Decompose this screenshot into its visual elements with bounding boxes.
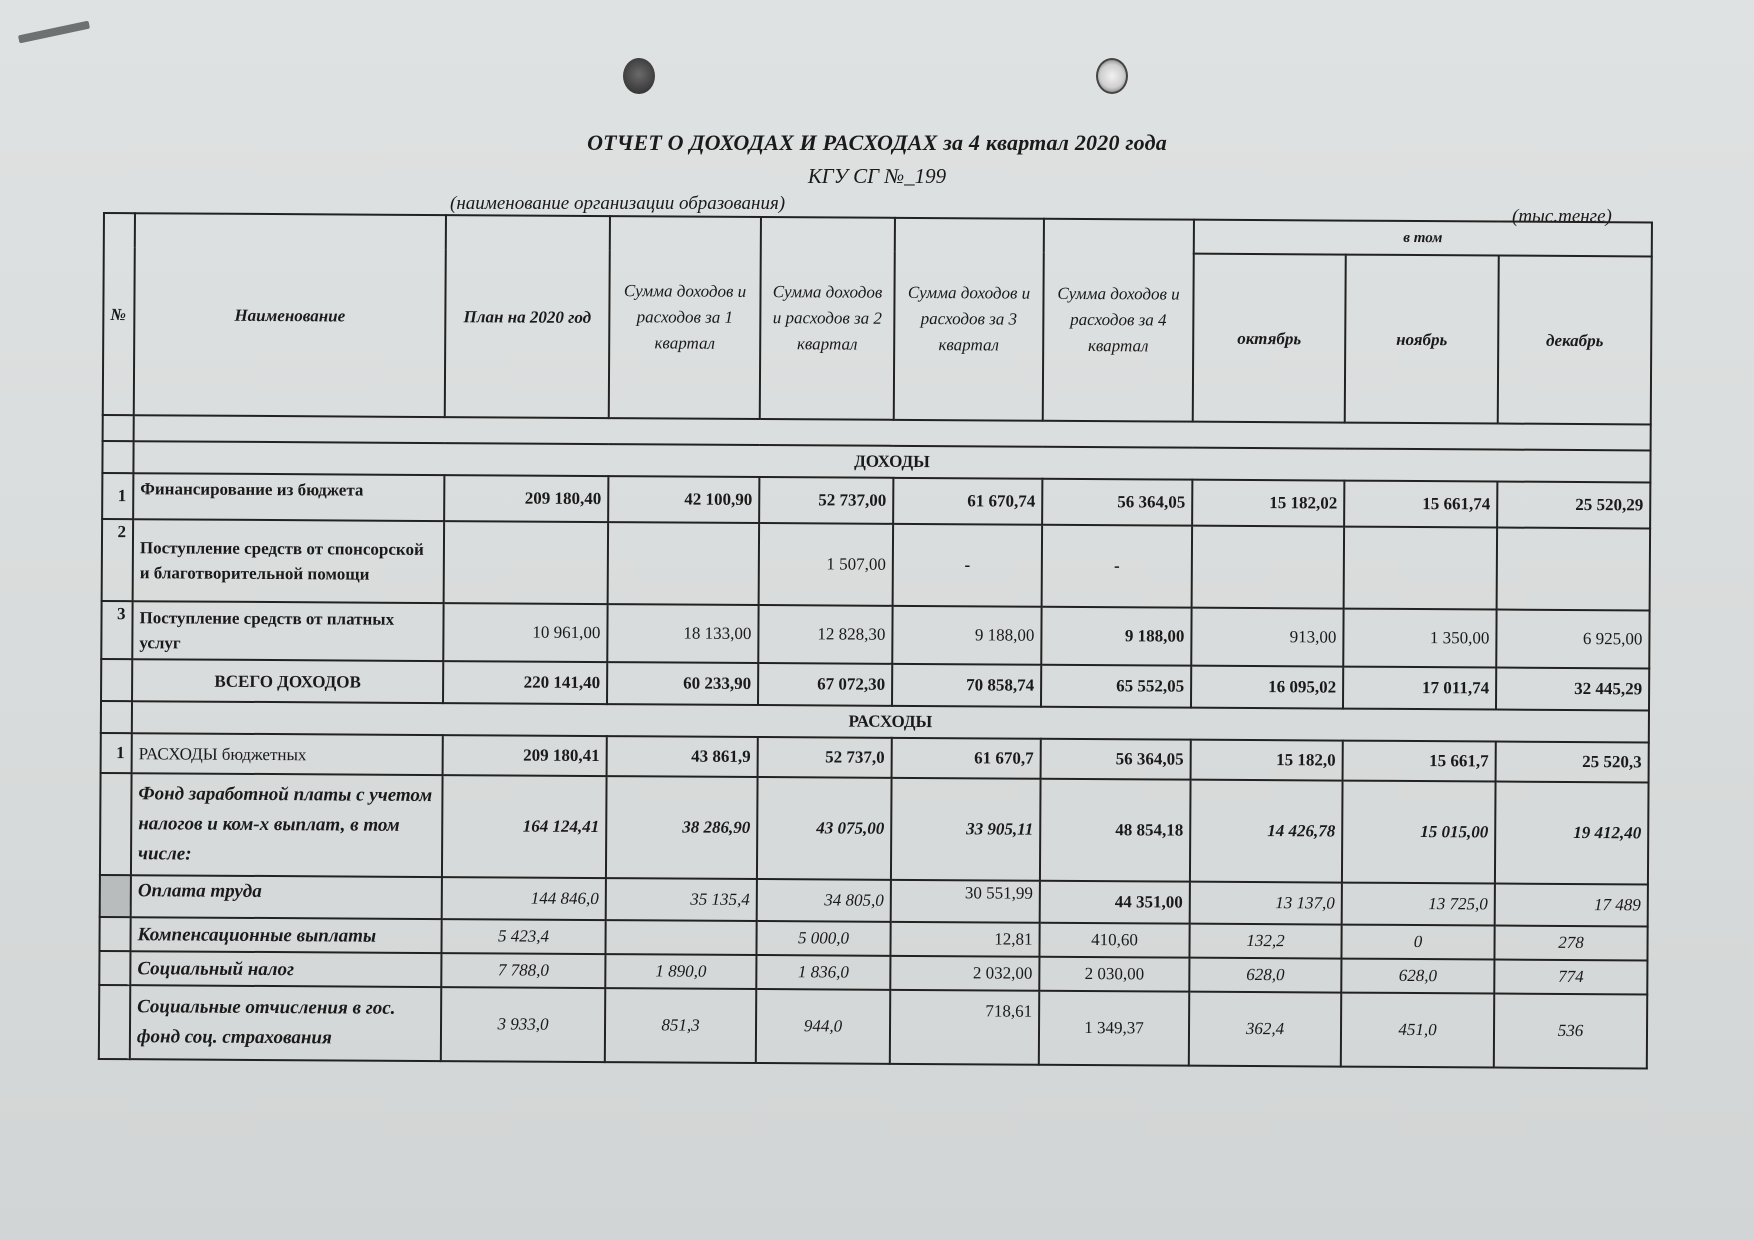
cell-december: 17 489 xyxy=(1495,884,1648,927)
cell-plan: 5 423,4 xyxy=(441,919,605,954)
cell-november xyxy=(1344,527,1497,610)
cell-december xyxy=(1497,528,1651,611)
section-expense-label: РАСХОДЫ xyxy=(132,701,1649,742)
cell-q4: 44 351,00 xyxy=(1040,881,1190,924)
cell-october: 628,0 xyxy=(1189,958,1341,993)
col-header-october: октябрь xyxy=(1193,254,1346,423)
cell-plan xyxy=(444,521,608,604)
cell-october: 14 426,78 xyxy=(1190,780,1343,883)
cell-november: 451,0 xyxy=(1341,993,1494,1068)
row-name: Оплата труда xyxy=(131,875,442,919)
cell-plan: 10 961,00 xyxy=(443,603,607,662)
cell-november: 628,0 xyxy=(1341,959,1494,994)
row-name: ВСЕГО ДОХОДОВ xyxy=(132,659,443,703)
cell-q1: 42 100,90 xyxy=(608,476,759,523)
cell-december: 6 925,00 xyxy=(1496,610,1649,669)
cell-november: 13 725,0 xyxy=(1342,883,1495,926)
cell-q4: 2 030,00 xyxy=(1039,957,1189,992)
col-header-group: в том xyxy=(1194,220,1652,257)
table-row xyxy=(102,519,1651,610)
cell-december: 536 xyxy=(1494,994,1647,1069)
cell-q4: 48 854,18 xyxy=(1040,779,1191,882)
cell-plan: 220 141,40 xyxy=(443,661,607,704)
row-name: Социальные отчисления в гос. фонд соц. страхования xyxy=(130,985,441,1061)
cell-november: 1 350,00 xyxy=(1343,609,1496,668)
col-header-q4: Сумма доходов и расходов за 4 квартал xyxy=(1043,219,1194,422)
cell-plan: 144 846,0 xyxy=(442,877,606,920)
cell-q3: 70 858,74 xyxy=(892,664,1041,707)
cell-december: 25 520,29 xyxy=(1497,482,1650,529)
cell-q4: 56 364,05 xyxy=(1042,479,1192,526)
cell-november: 15 015,00 xyxy=(1342,781,1496,884)
cell-november: 15 661,7 xyxy=(1343,741,1496,782)
cell-december: 19 412,40 xyxy=(1495,782,1649,885)
cell-q2: 944,0 xyxy=(756,989,890,1064)
cell-q4: 65 552,05 xyxy=(1041,665,1191,708)
cell-q3: 2 032,00 xyxy=(890,956,1039,991)
cell-q2: 5 000,0 xyxy=(756,921,890,956)
row-name: Поступление средств от платных услуг xyxy=(132,601,443,661)
cell-november: 15 661,74 xyxy=(1344,481,1497,528)
cell-q1: 43 861,9 xyxy=(607,736,758,777)
organization-name: КГУ СГ №_199 xyxy=(807,164,947,188)
cell-plan: 164 124,41 xyxy=(442,775,607,878)
row-num: 3 xyxy=(101,601,132,659)
cell-october: 16 095,02 xyxy=(1191,666,1343,709)
unit-label: (тыс.тенге) xyxy=(1512,206,1612,227)
cell-october: 132,2 xyxy=(1189,924,1341,959)
cell-plan: 209 180,40 xyxy=(444,475,608,522)
cell-q3: 718,61 xyxy=(890,990,1039,1065)
cell-q4: - xyxy=(1042,525,1192,608)
cell-q4: 410,60 xyxy=(1039,923,1189,958)
cell-q1 xyxy=(608,522,759,605)
report-title: ОТЧЕТ О ДОХОДАХ И РАСХОДАХ за 4 квартал 2020 года xyxy=(587,130,1167,155)
cell-q3: - xyxy=(893,524,1042,607)
punch-hole-left xyxy=(623,58,655,94)
row-name: Поступление средств от спонсорской и благотворительной помощи xyxy=(133,519,444,603)
col-header-q2: Сумма доходов и расходов за 2 квартал xyxy=(760,217,895,420)
punch-hole-right xyxy=(1096,58,1128,94)
cell-q3: 61 670,74 xyxy=(893,478,1042,525)
cell-december: 32 445,29 xyxy=(1496,668,1649,711)
cell-q1: 18 133,00 xyxy=(607,604,758,663)
cell-q4: 56 364,05 xyxy=(1041,739,1191,780)
col-header-november: ноябрь xyxy=(1345,255,1499,424)
cell-q2: 1 836,0 xyxy=(756,955,890,990)
table-row xyxy=(99,985,1647,1068)
income-expense-table xyxy=(98,212,1653,1069)
cell-plan: 3 933,0 xyxy=(441,987,605,1062)
cell-q1: 35 135,4 xyxy=(606,878,757,921)
pen-mark xyxy=(18,21,90,44)
cell-q2: 1 507,00 xyxy=(759,523,893,606)
cell-q3: 30 551,99 xyxy=(891,880,1040,923)
cell-october: 913,00 xyxy=(1191,608,1343,667)
cell-q2: 43 075,00 xyxy=(757,777,892,880)
cell-october xyxy=(1192,526,1344,609)
cell-november: 0 xyxy=(1341,925,1494,960)
cell-q3: 33 905,11 xyxy=(891,778,1041,881)
organization-note: (наименование организации образования) xyxy=(450,193,786,214)
col-header-december: декабрь xyxy=(1498,256,1652,425)
table-row xyxy=(101,601,1649,668)
cell-q3: 9 188,00 xyxy=(892,606,1041,665)
cell-october: 15 182,0 xyxy=(1191,740,1343,781)
col-header-q1: Сумма доходов и расходов за 1 квартал xyxy=(609,216,761,419)
cell-q1: 38 286,90 xyxy=(606,776,758,879)
cell-q1: 60 233,90 xyxy=(607,662,758,705)
table-row xyxy=(100,773,1649,884)
cell-q1 xyxy=(605,920,756,955)
cell-plan: 7 788,0 xyxy=(441,953,605,988)
cell-q2: 34 805,0 xyxy=(757,879,891,922)
cell-october: 15 182,02 xyxy=(1192,480,1344,527)
row-name: Фонд заработной платы с учетом налогов и ком-х выплат, в том числе: xyxy=(131,773,443,877)
row-name: Финансирование из бюджета xyxy=(133,473,444,521)
cell-q2: 52 737,00 xyxy=(759,477,893,524)
cell-q2: 67 072,30 xyxy=(758,663,892,706)
cell-q2: 12 828,30 xyxy=(758,605,892,664)
cell-q2: 52 737,0 xyxy=(758,737,892,778)
row-name: Компенсационные выплаты xyxy=(130,917,441,953)
cell-q3: 61 670,7 xyxy=(892,738,1041,779)
cell-q1: 851,3 xyxy=(605,988,756,1063)
col-header-plan: План на 2020 год xyxy=(445,215,610,418)
cell-q4: 9 188,00 xyxy=(1041,607,1191,666)
cell-q3: 12,81 xyxy=(890,922,1039,957)
row-name: РАСХОДЫ бюджетных xyxy=(132,733,443,775)
cell-q4: 1 349,37 xyxy=(1039,991,1189,1066)
cell-december: 278 xyxy=(1494,926,1647,961)
row-num: 1 xyxy=(102,473,133,519)
row-name: Социальный налог xyxy=(130,951,441,987)
header-row-1 xyxy=(104,213,1652,256)
cell-november: 17 011,74 xyxy=(1343,667,1496,710)
col-header-name: Наименование xyxy=(134,213,446,417)
cell-october: 362,4 xyxy=(1189,992,1341,1067)
cell-q1: 1 890,0 xyxy=(605,954,756,989)
section-income-label: ДОХОДЫ xyxy=(133,441,1650,482)
cell-december: 25 520,3 xyxy=(1496,742,1649,783)
col-header-num: № xyxy=(103,213,135,415)
row-num: 1 xyxy=(101,733,132,773)
cell-october: 13 137,0 xyxy=(1190,882,1342,925)
col-header-q3: Сумма доходов и расходов за 3 квартал xyxy=(894,218,1044,421)
row-num: 2 xyxy=(102,519,134,601)
cell-december: 774 xyxy=(1494,960,1647,995)
cell-plan: 209 180,41 xyxy=(443,735,607,776)
